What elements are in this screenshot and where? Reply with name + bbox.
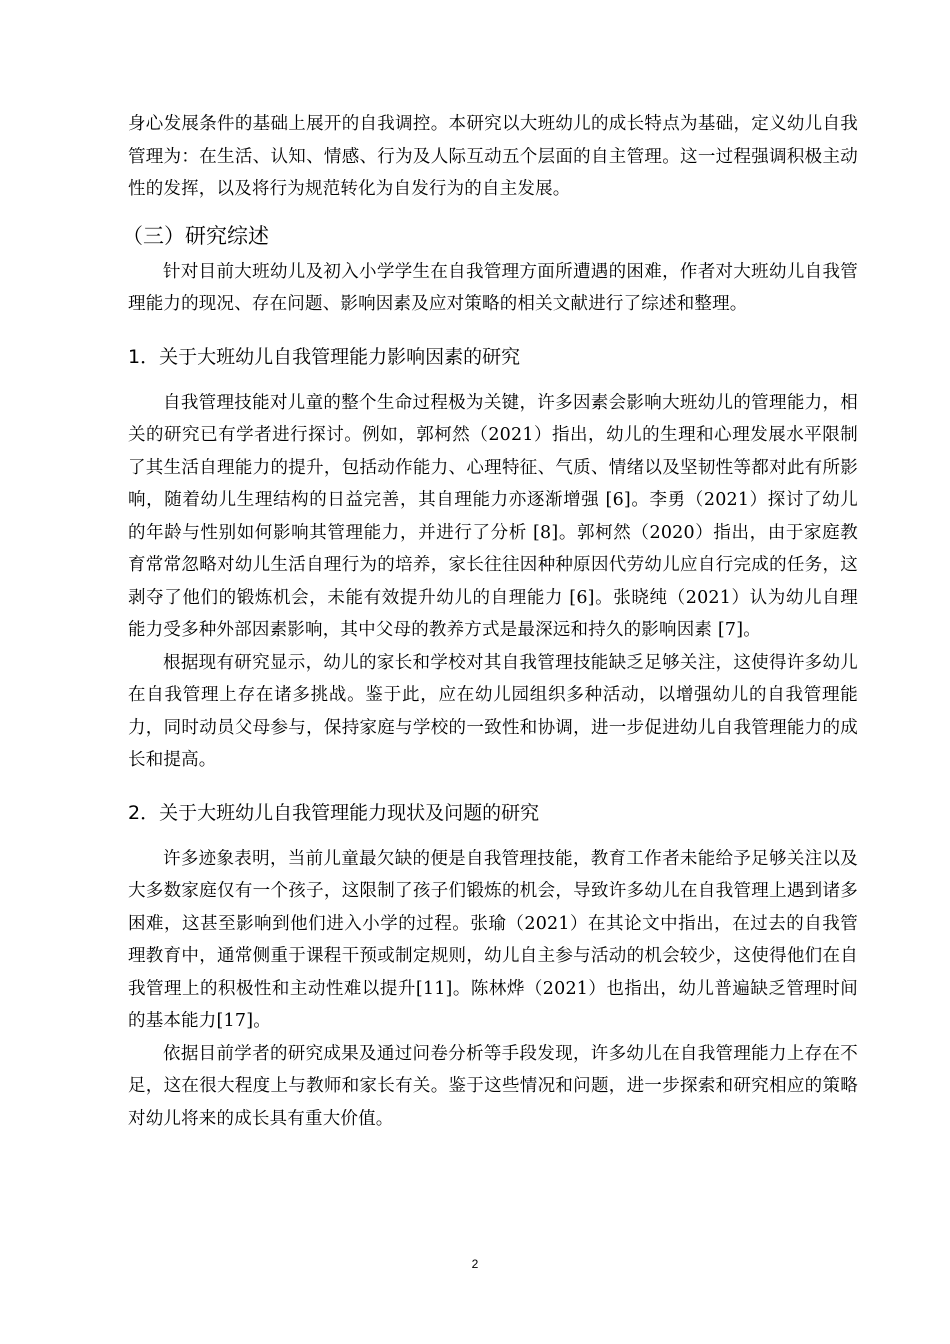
subsection-2-paragraph-1: 许多迹象表明，当前儿童最欠缺的便是自我管理技能，教育工作者未能给予足够关注以及大多数家庭仅有一个孩子，这限制了孩子们锻炼的机会，导致许多幼儿在自我管理上遇到诸多困难，这甚至影响到他们进入小学的过程。张瑜（2021）在其论文中指出，在过去的自我管理教育中，通常侧重于课程干预或制定规则，幼儿自主参与活动的机会较少，这使得他们在自我管理上的积极性和主动性难以提升[11]。陈林烨（2021）也指出，幼儿普遍缺乏管理时间的基本能力[17]。	[128, 848, 858, 1031]
section-intro-paragraph: 针对目前大班幼儿及初入小学学生在自我管理方面所遭遇的困难，作者对大班幼儿自我管理能力的现况、存在问题、影响因素及应对策略的相关文献进行了综述和整理。	[128, 261, 858, 314]
subsection-2-heading: 2．关于大班幼儿自我管理能力现状及问题的研究	[128, 801, 540, 824]
subsection-1-paragraph-1: 自我管理技能对儿童的整个生命过程极为关键，许多因素会影响大班幼儿的管理能力，相关的研究已有学者进行探讨。例如，郭柯然（2021）指出，幼儿的生理和心理发展水平限制了其生活自理能力的提升，包括动作能力、心理特征、气质、情绪以及坚韧性等都对此有所影响，随着幼儿生理结构的日益完善，其自理能力亦逐渐增强 [6]。李勇（2021）探讨了幼儿的年龄与性别如何影响其管理能力，并进行了分析 [8]。郭柯然（2020）指出，由于家庭教育常常忽略对幼儿生活自理行为的培养，家长往往因种种原因代劳幼儿应自行完成的任务，这剥夺了他们的锻炼机会，未能有效提升幼儿的自理能力 [6]。张晓纯（2021）认为幼儿自理能力受多种外部因素影响，其中父母的教养方式是最深远和持久的影响因素 [7]。	[128, 392, 858, 640]
subsection-1-paragraph-2: 根据现有研究显示，幼儿的家长和学校对其自我管理技能缺乏足够关注，这使得许多幼儿在自我管理上存在诸多挑战。鉴于此，应在幼儿园组织多种活动，以增强幼儿的自我管理能力，同时动员父母参与，保持家庭与学校的一致性和协调，进一步促进幼儿自我管理能力的成长和提高。	[128, 652, 858, 770]
document-page	[122, 108, 858, 1135]
intro-paragraph: 身心发展条件的基础上展开的自我调控。本研究以大班幼儿的成长特点为基础，定义幼儿自我管理为：在生活、认知、情感、行为及人际互动五个层面的自主管理。这一过程强调积极主动性的发挥，以及将行为规范转化为自发行为的自主发展。	[128, 114, 858, 199]
subsection-2-paragraph-2: 依据目前学者的研究成果及通过问卷分析等手段发现，许多幼儿在自我管理能力上存在不足，这在很大程度上与教师和家长有关。鉴于这些情况和问题，进一步探索和研究相应的策略对幼儿将来的成长具有重大价值。	[128, 1043, 858, 1129]
page-number: 2	[471, 1257, 479, 1271]
section-heading: （三）研究综述	[122, 223, 269, 248]
subsection-1-heading: 1．关于大班幼儿自我管理能力影响因素的研究	[128, 345, 521, 368]
